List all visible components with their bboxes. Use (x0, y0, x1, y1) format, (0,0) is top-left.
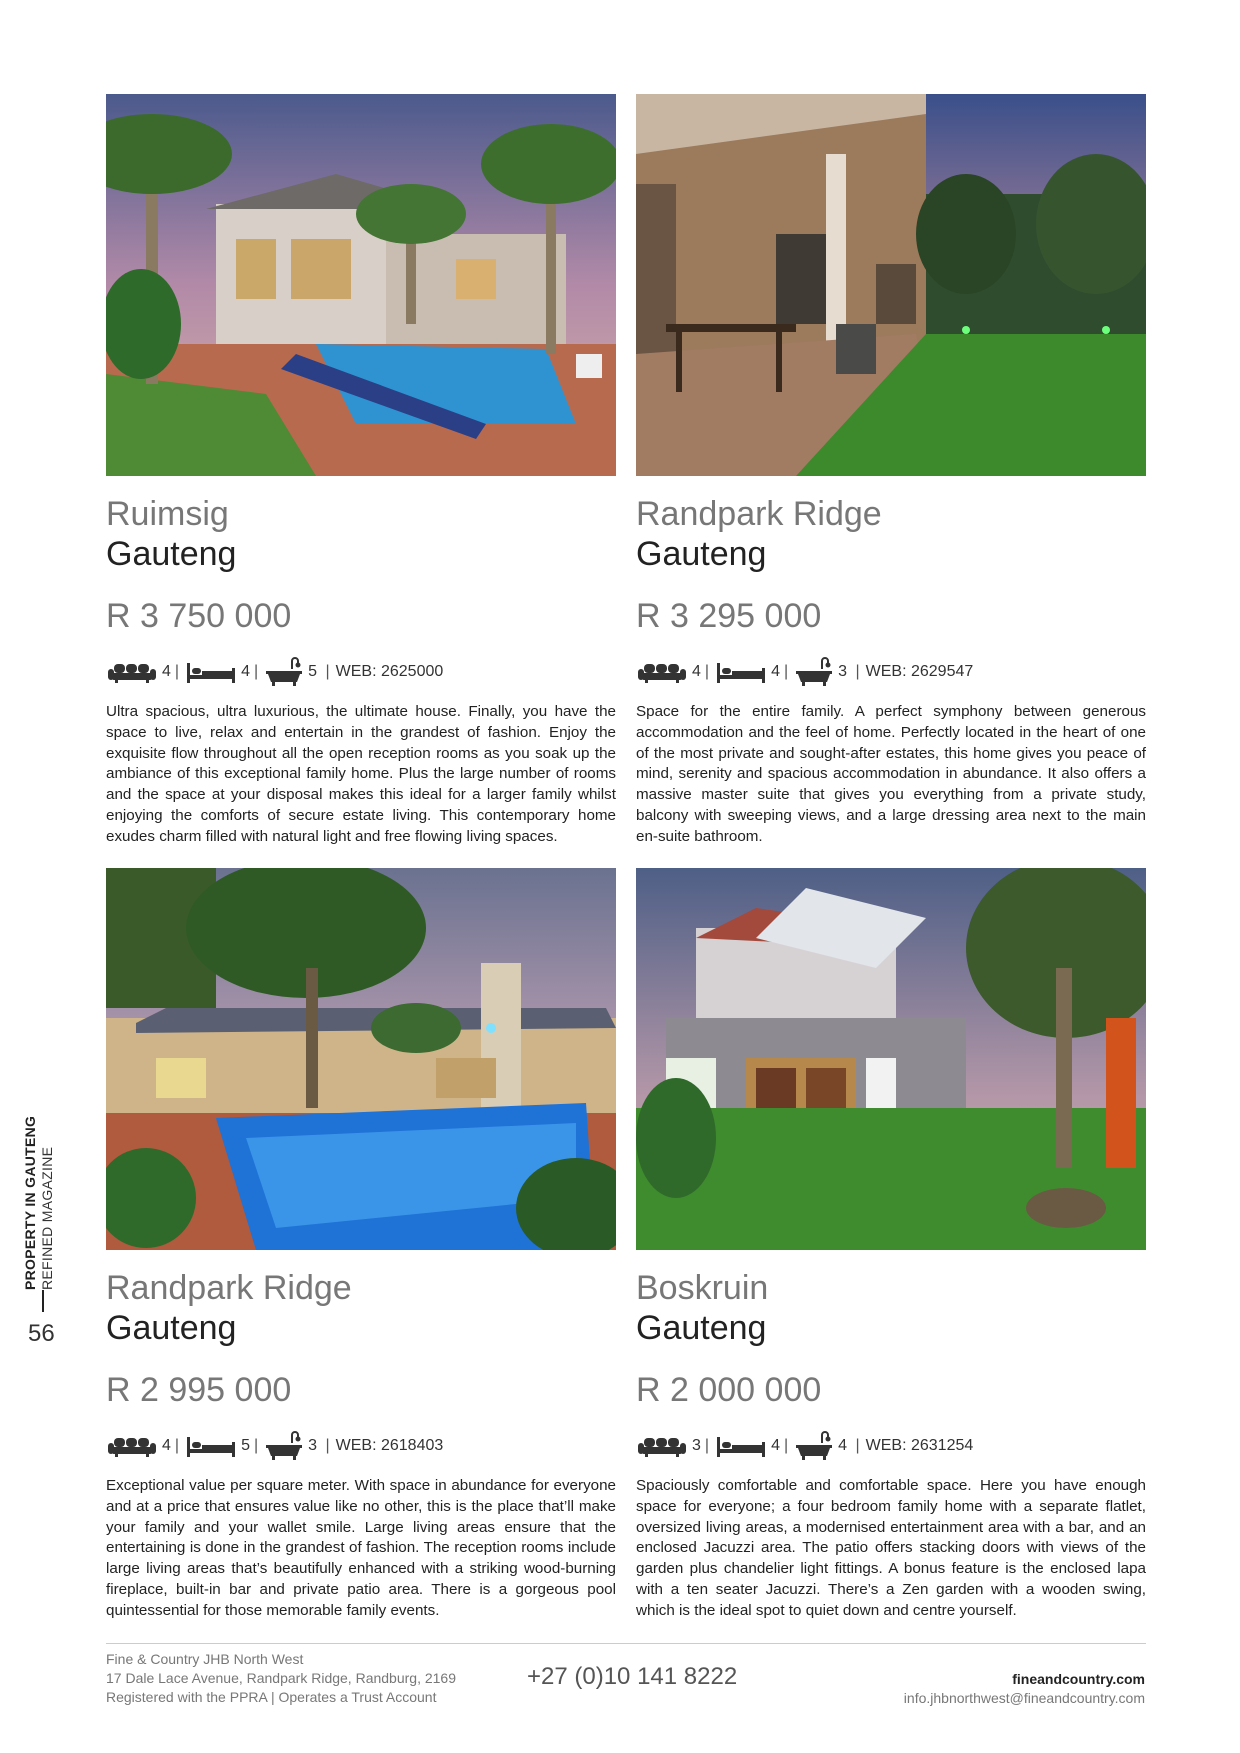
bedroom-count: 4 (771, 1437, 780, 1454)
bathtub-icon (794, 657, 834, 687)
page-number: 56 (28, 1320, 55, 1347)
footer-divider (106, 1643, 1146, 1644)
listing-province: Gauteng (636, 1309, 767, 1347)
lounge-count: 4 (162, 1437, 171, 1454)
bedroom-count: 4 (771, 663, 780, 680)
agency-address: 17 Dale Lace Avenue, Randpark Ridge, Randburg, 2169 (106, 1670, 456, 1686)
bed-icon (715, 1434, 767, 1458)
listing-province: Gauteng (636, 535, 767, 573)
web-reference: WEB: 2631254 (865, 1437, 974, 1454)
agency-name: Fine & Country JHB North West (106, 1651, 304, 1667)
lounge-count: 4 (692, 663, 701, 680)
listing-features: 3 | 4 | 4 | WEB: 2631254 (636, 1426, 1146, 1466)
listing-description: Exceptional value per square meter. With space in abundance for everyone and at a price that ensures value like no other, this is the place that’ll make your family and your wallet smile. Large living areas ensure that the entertaining is done in the grandest of fashion. The reception rooms include large living areas that’s beautifully enhanced with a striking wood-burning fireplace, built-in bar and private patio area. There is a gorgeous pool quintessential for those memorable family events. (106, 1477, 616, 1619)
listing-suburb: Randpark Ridge (636, 495, 882, 533)
lounge-count: 4 (162, 663, 171, 680)
web-reference: WEB: 2625000 (335, 663, 444, 680)
listing-card-randpark-ridge-2[interactable] (106, 868, 616, 1622)
bathroom-count: 5 (308, 663, 318, 680)
bedroom-count: 4 (241, 663, 250, 680)
magazine-title: REFINED MAGAZINE (39, 1146, 55, 1290)
section-title: PROPERTY IN GAUTENG (22, 1115, 38, 1290)
sofa-icon (106, 660, 158, 684)
bed-icon (185, 660, 237, 684)
listing-card-ruimsig[interactable] (106, 94, 616, 848)
agency-registration: Registered with the PPRA | Operates a Trust Account (106, 1689, 437, 1705)
email-link[interactable]: info.jhbnorthwest@fineandcountry.com (903, 1690, 1145, 1706)
bedroom-count: 5 (241, 1437, 250, 1454)
listing-price: R 2 995 000 (106, 1371, 292, 1409)
sofa-icon (636, 1434, 688, 1458)
listing-suburb: Randpark Ridge (106, 1269, 352, 1307)
bathtub-icon (264, 1431, 304, 1461)
listing-features: 4 | 4 | 3 | WEB: 2629547 (636, 652, 1146, 692)
footer-contact (904, 1670, 1145, 1708)
sidebar-divider (42, 1290, 44, 1312)
agency-phone[interactable]: +27 (0)10 141 8222 (527, 1663, 738, 1690)
listing-suburb: Ruimsig (106, 495, 229, 533)
footer-agency-info (106, 1650, 456, 1707)
bathroom-count: 3 (308, 1437, 318, 1454)
bathroom-count: 3 (838, 663, 848, 680)
listing-card-randpark-ridge-1[interactable] (636, 94, 1146, 848)
property-photo-boskruin (636, 868, 1146, 1250)
magazine-section-label (22, 1116, 55, 1290)
bathtub-icon (794, 1431, 834, 1461)
listing-description: Ultra spacious, ultra luxurious, the ultimate house. Finally, you have the space to live, relax and entertain in the grandest of fashion. Enjoy the exquisite flow throughout all the open reception rooms as you soak up the ambiance of this exceptional family home. Plus the large number of rooms and the space at your disposal makes this ideal for a larger family whilst enjoying the comforts of secure estate living. This contemporary home exudes charm filled with natural light and free flowing living spaces. (106, 703, 616, 845)
property-photo-ruimsig (106, 94, 616, 476)
listing-province: Gauteng (106, 1309, 237, 1347)
listing-price: R 3 295 000 (636, 597, 822, 635)
listing-province: Gauteng (106, 535, 237, 573)
listing-price: R 2 000 000 (636, 1371, 822, 1409)
sofa-icon (106, 1434, 158, 1458)
property-photo-randpark-ridge-1 (636, 94, 1146, 476)
listing-description: Spaciously comfortable and comfortable space. Here you have enough space for everyone; a four bedroom family home with a separate flatlet, oversized living areas, a modernised entertainment area with a bar, and an enclosed Jacuzzi area. The patio offers stacking doors with views of the garden plus chandelier light fittings. A bonus feature is the enclosed lapa with a ten seater Jacuzzi. There’s a Zen garden with a wooden swing, which is the ideal spot to quiet down and centre yourself. (636, 1477, 1146, 1619)
web-reference: WEB: 2629547 (865, 663, 974, 680)
bed-icon (185, 1434, 237, 1458)
listing-features: 4 | 4 | 5 | WEB: 2625000 (106, 652, 616, 692)
listing-price: R 3 750 000 (106, 597, 292, 635)
bed-icon (715, 660, 767, 684)
bathroom-count: 4 (838, 1437, 848, 1454)
web-reference: WEB: 2618403 (335, 1437, 444, 1454)
website-link[interactable]: fineandcountry.com (1012, 1671, 1145, 1687)
listing-suburb: Boskruin (636, 1269, 769, 1307)
listing-features: 4 | 5 | 3 | WEB: 2618403 (106, 1426, 616, 1466)
lounge-count: 3 (692, 1437, 701, 1454)
bathtub-icon (264, 657, 304, 687)
listing-description: Space for the entire family. A perfect symphony between generous accommodation and the feel of home. Perfectly located in the heart of one of the most private and sought-after estates, this home gives you peace of mind, serenity and spacious accommodation in abundance. It also offers a massive master suite that gives you everything from a private study, balcony with sweeping views, and a large dressing area next to the main en-suite bathroom. (636, 703, 1146, 845)
listing-card-boskruin[interactable] (636, 868, 1146, 1622)
sofa-icon (636, 660, 688, 684)
property-photo-randpark-ridge-2 (106, 868, 616, 1250)
